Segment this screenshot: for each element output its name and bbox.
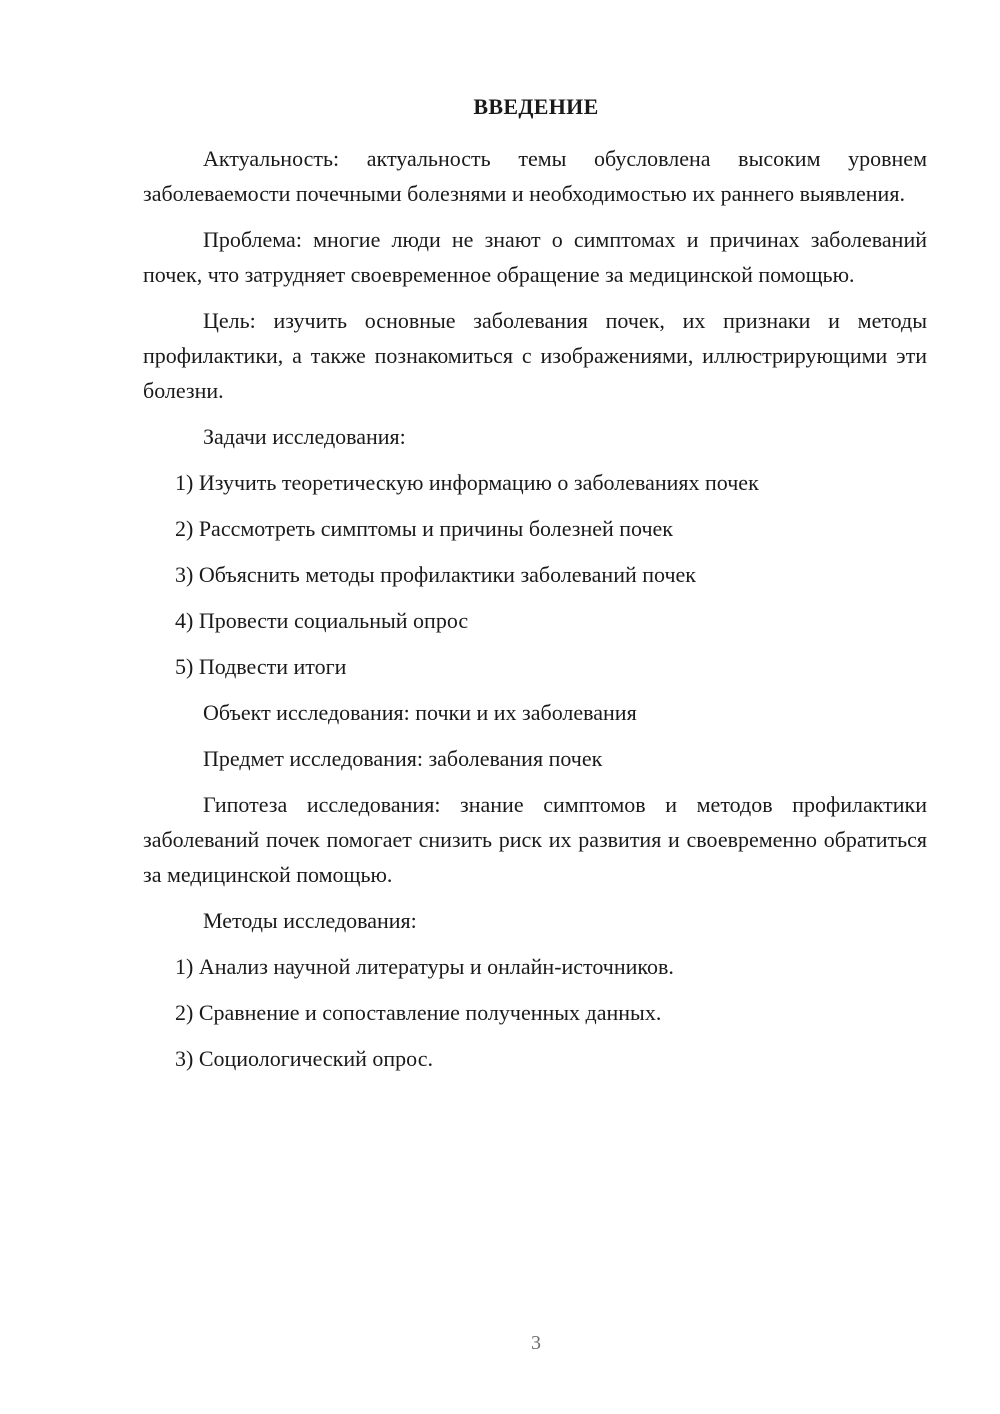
task-item-1: 1) Изучить теоретическую информацию о заболеваниях почек	[175, 470, 759, 495]
method-item-2: 2) Сравнение и сопоставление полученных данных.	[175, 1000, 662, 1025]
subject-paragraph: Предмет исследования: заболевания почек	[203, 746, 603, 771]
methods-heading: Методы исследования:	[203, 908, 417, 933]
method-item-3: 3) Социологический опрос.	[175, 1046, 433, 1071]
task-item-5: 5) Подвести итоги	[175, 654, 347, 679]
task-item-3: 3) Объяснить методы профилактики заболеваний почек	[175, 562, 696, 587]
tasks-heading: Задачи исследования:	[203, 424, 406, 449]
problem-paragraph: Проблема: многие люди не знают о симптомах и причинах заболеваний почек, что затрудняет своевременное обращение за медицинской помощью.	[143, 227, 927, 287]
page-title: ВВЕДЕНИЕ	[473, 94, 599, 119]
document-body	[143, 141, 927, 1087]
goal-paragraph: Цель: изучить основные заболевания почек, их признаки и методы профилактики, а также познакомиться с изображениями, иллюстрирующими эти болезни.	[143, 308, 927, 403]
page-number: 3	[531, 1332, 541, 1354]
task-item-4: 4) Провести социальный опрос	[175, 608, 469, 633]
object-paragraph: Объект исследования: почки и их заболевания	[203, 700, 637, 725]
task-item-2: 2) Рассмотреть симптомы и причины болезней почек	[175, 516, 673, 541]
hypothesis-paragraph: Гипотеза исследования: знание симптомов и методов профилактики заболеваний почек помогает снизить риск их развития и своевременно обратиться за медицинской помощью.	[143, 792, 927, 887]
relevance-paragraph: Актуальность: актуальность темы обусловлена высоким уровнем заболеваемости почечными болезнями и необходимостью их раннего выявления.	[143, 146, 927, 206]
method-item-1: 1) Анализ научной литературы и онлайн-источников.	[175, 954, 674, 979]
